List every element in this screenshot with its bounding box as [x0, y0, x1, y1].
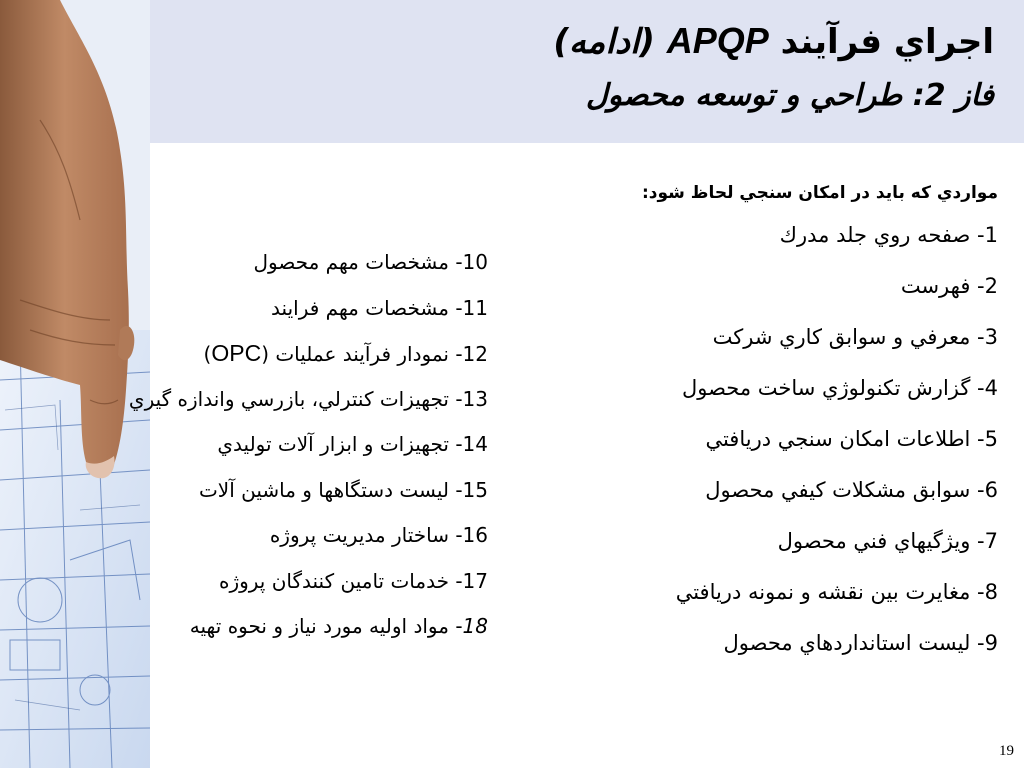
list-item-opc	[129, 331, 488, 377]
list-item: 5- اطلاعات امكان سنجي دريافتي	[705, 427, 998, 451]
list-item: 4- گزارش تكنولوژي ساخت محصول	[681, 376, 998, 400]
item-12-acronym: OPC	[211, 340, 262, 366]
hand-on-blueprint-photo	[0, 0, 150, 768]
item-18-text: - مواد اوليه مورد نياز و نحوه تهيه	[189, 614, 463, 638]
title-suffix: (ادامه)	[553, 22, 655, 62]
title-prefix: اجراي فرآيند	[780, 22, 994, 62]
list-item: 13- تجهيزات كنترلي، بازرسي واندازه گيري	[128, 386, 488, 411]
list-item: 6- سوابق مشكلات كيفي محصول	[705, 478, 998, 502]
list-item: 11- مشخصات مهم فرايند	[271, 295, 488, 320]
slide-subtitle: فاز 2: طراحي و توسعه محصول	[585, 78, 994, 113]
item-12-text: 12- نمودار فرآيند عمليات (	[261, 342, 488, 366]
list-item: 14- تجهيزات و ابزار آلات توليدي	[217, 432, 488, 456]
right-column-list	[642, 176, 998, 669]
list-item: 15- ليست دستگاهها و ماشين آلات	[198, 477, 488, 502]
list-item: 17- خدمات تامين كنندگان پروژه	[218, 568, 488, 593]
list-item-18	[129, 604, 488, 650]
list-item: 8- مغايرت بين نقشه و نمونه دريافتي	[675, 580, 998, 604]
title-acronym: APQP	[666, 20, 769, 61]
list-item: 1- صفحه روي جلد مدرك	[779, 223, 998, 247]
list-item: 10- مشخصات مهم محصول	[253, 250, 488, 274]
page-number: 19	[999, 743, 1014, 759]
list-item: 16- ساختار مديريت پروژه	[269, 523, 488, 547]
intro-heading: مواردي كه بايد در امكان سنجي لحاظ شود:	[641, 183, 998, 203]
item-18-number: 18	[462, 614, 488, 638]
left-column-list	[129, 240, 488, 650]
list-item: 3- معرفي و سوابق كاري شركت	[712, 325, 998, 349]
item-12-close: )	[203, 342, 212, 366]
slide-title	[553, 20, 994, 62]
list-item: 7- ويژگيهاي فني محصول	[777, 529, 998, 553]
list-item: 9- ليست استانداردهاي محصول	[723, 631, 998, 655]
list-item: 2- فهرست	[900, 274, 998, 298]
